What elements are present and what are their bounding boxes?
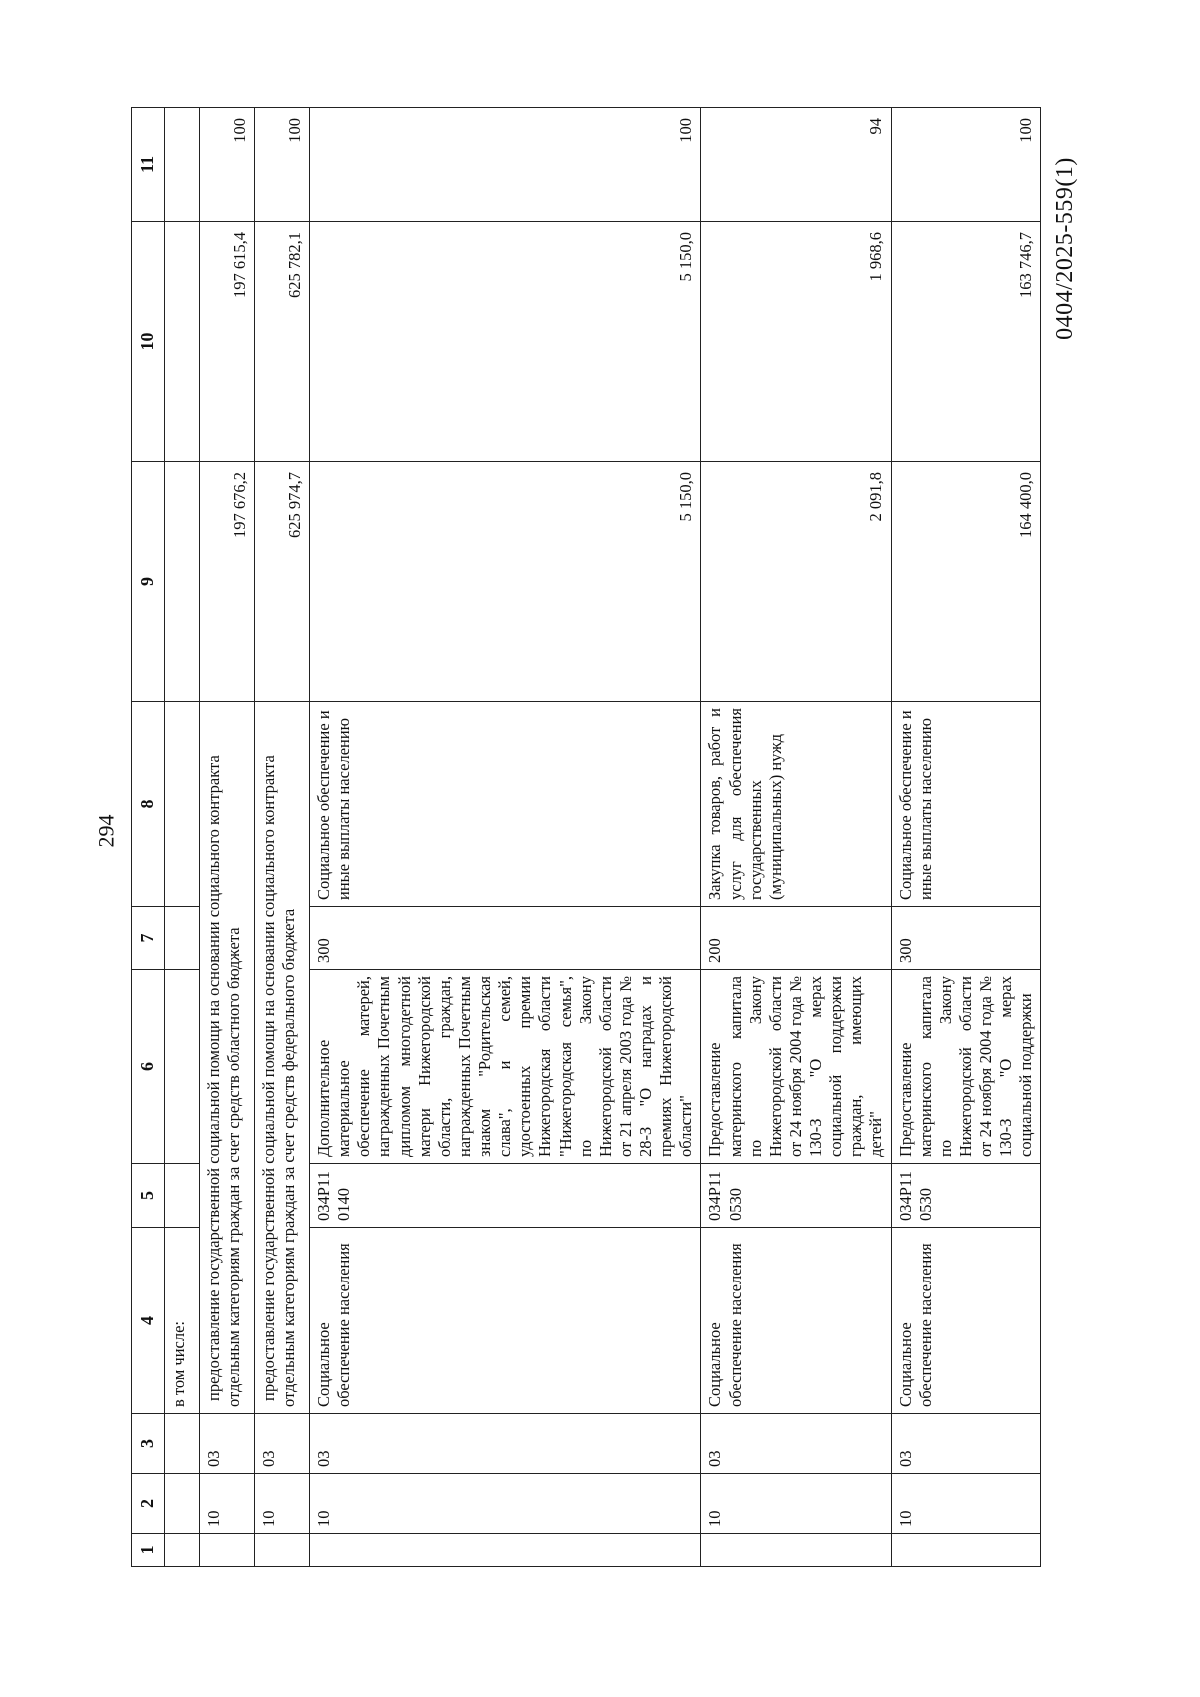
row-description: предоставление государственной социальной помощи на основании социального контракта отдельным категориям граждан за счет средств федерального бюджета: [255, 702, 310, 1414]
cell-actual: 1 968,6: [701, 222, 891, 462]
cell-actual: 163 746,7: [891, 222, 1041, 462]
rotated-table-wrapper: [131, 108, 1061, 1567]
cell-percent: 94: [701, 108, 891, 222]
cell-section: 10: [200, 1474, 255, 1534]
cell-target-name: Предоставление материнского капитала по Закону Нижегородской области от 24 ноября 2004 года № 130-З "О мерах социальной поддержки: [891, 970, 1041, 1164]
table-row: [200, 108, 255, 1567]
cell-target-code: 034P11 0530: [891, 1164, 1041, 1228]
cell-plan: 164 400,0: [891, 462, 1041, 702]
col-header-10: 10: [132, 222, 165, 462]
cell-target-code: 034P11 0530: [701, 1164, 891, 1228]
col-header-8: 8: [132, 702, 165, 907]
cell-section: 10: [701, 1474, 891, 1534]
cell-expense-type: 300: [310, 907, 701, 970]
cell-subsection: 03: [255, 1414, 310, 1474]
col-header-5: 5: [132, 1164, 165, 1228]
cell-expense-type: 300: [891, 907, 1041, 970]
page-number: 294: [93, 814, 119, 848]
cell-percent: 100: [255, 108, 310, 222]
cell-plan: 5 150,0: [310, 462, 701, 702]
cell-expense-name: Социальное обеспечение и иные выплаты населению: [310, 702, 701, 907]
cell-plan: 197 676,2: [200, 462, 255, 702]
cell-section: 10: [891, 1474, 1041, 1534]
col-header-3: 3: [132, 1414, 165, 1474]
row-description: предоставление государственной социальной помощи на основании социального контракта отдельным категориям граждан за счет средств областного бюджета: [200, 702, 255, 1414]
col-header-11: 11: [132, 108, 165, 222]
cell-section: 10: [310, 1474, 701, 1534]
cell-expense-name: Социальное обеспечение и иные выплаты населению: [891, 702, 1041, 907]
table-row: [255, 108, 310, 1567]
cell-expense-type: 200: [701, 907, 891, 970]
cell-area: Социальное обеспечение населения: [891, 1228, 1041, 1414]
cell-percent: 100: [891, 108, 1041, 222]
table-row: [701, 108, 891, 1567]
budget-table: [131, 107, 1041, 1567]
cell-plan: 2 091,8: [701, 462, 891, 702]
cell-expense-name: Закупка товаров, работ и услуг для обеспечения государственных (муниципальных) нужд: [701, 702, 891, 907]
in-that-label: в том числе:: [165, 1228, 200, 1414]
cell-percent: 100: [310, 108, 701, 222]
col-header-6: 6: [132, 970, 165, 1164]
col-header-2: 2: [132, 1474, 165, 1534]
col-header-1: 1: [132, 1534, 165, 1567]
cell-percent: 100: [200, 108, 255, 222]
cell-area: Социальное обеспечение населения: [701, 1228, 891, 1414]
col-header-9: 9: [132, 462, 165, 702]
cell-actual: 5 150,0: [310, 222, 701, 462]
cell-actual: 197 615,4: [200, 222, 255, 462]
cell-actual: 625 782,1: [255, 222, 310, 462]
document-code: 0404/2025-559(1): [1051, 157, 1078, 340]
column-number-row: [132, 108, 165, 1567]
cell-section: 10: [255, 1474, 310, 1534]
col-header-4: 4: [132, 1228, 165, 1414]
cell-target-code: 034P11 0140: [310, 1164, 701, 1228]
cell-plan: 625 974,7: [255, 462, 310, 702]
table-row: [310, 108, 701, 1567]
cell-subsection: 03: [310, 1414, 701, 1474]
cell-subsection: 03: [200, 1414, 255, 1474]
cell-target-name: Дополнительное материальное обеспечение матерей, награжденных Почетным дипломом многодетной матери Нижегородской области, граждан, награжденных Почетным знаком "Родительская слава", и семей, удостоенных премии Нижегородская области "Нижегородская семья", по Закону Нижегородской области от 21 апреля 2003 года № 28-З "О наградах и премиях Нижегородской области": [310, 970, 701, 1164]
cell-subsection: 03: [891, 1414, 1041, 1474]
cell-area: Социальное обеспечение населения: [310, 1228, 701, 1414]
cell-subsection: 03: [701, 1414, 891, 1474]
cell-target-name: Предоставление материнского капитала по Закону Нижегородской области от 24 ноября 2004 года № 130-З "О мерах социальной поддержки граждан, имеющих детей": [701, 970, 891, 1164]
table-row: [891, 108, 1041, 1567]
col-header-7: 7: [132, 907, 165, 970]
table-row: [165, 108, 200, 1567]
